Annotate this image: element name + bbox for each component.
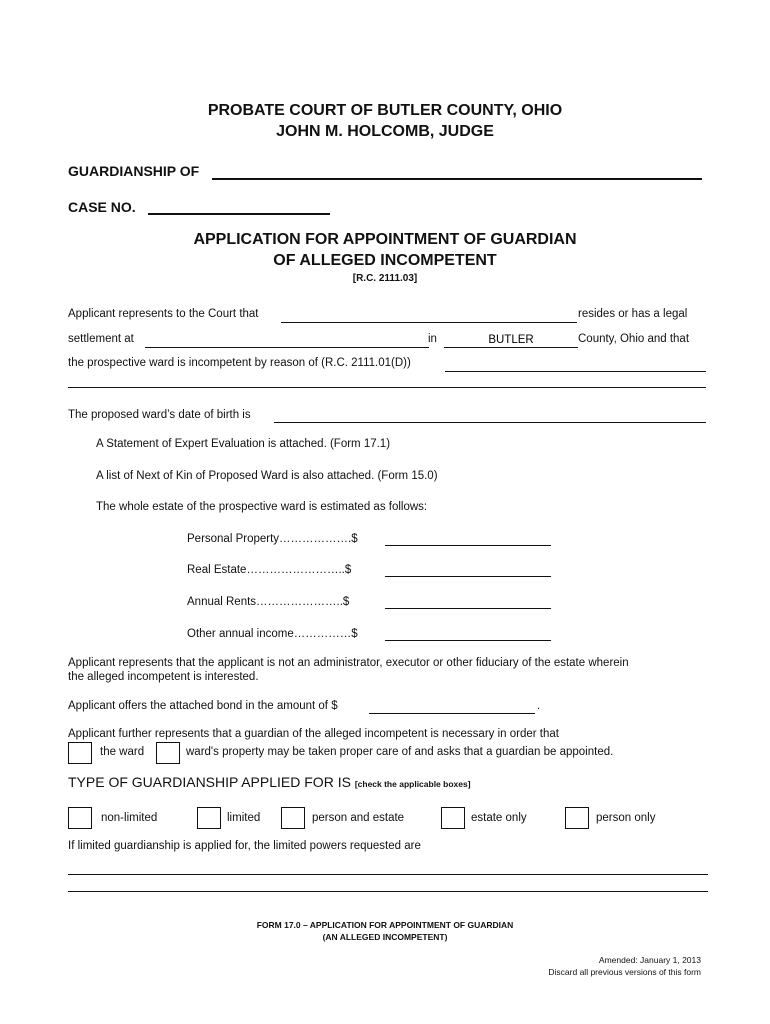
personal-property-label: Personal Property……………….$ <box>187 533 358 545</box>
the-ward-label: the ward <box>100 746 145 758</box>
expert-statement-text: A Statement of Expert Evaluation is attached. (Form 17.1) <box>96 438 391 450</box>
personal-property-field[interactable] <box>385 531 551 546</box>
guardianship-label: GUARDIANSHIP OF <box>68 163 200 179</box>
court-name: PROBATE COURT OF BUTLER COUNTY, OHIO <box>207 102 563 119</box>
resides-label: resides or has a legal <box>578 308 688 320</box>
incompetent-reason-field-2[interactable] <box>68 373 706 388</box>
amended-date: Amended: January 1, 2013 <box>598 955 701 965</box>
incompetent-reason-label: the prospective ward is incompetent by reason of (R.C. 2111.01(D)) <box>68 357 411 369</box>
person-and-estate-checkbox[interactable] <box>281 807 305 829</box>
estate-only-label: estate only <box>471 812 527 824</box>
other-income-label: Other annual income……………$ <box>187 628 358 640</box>
form-title-line2: OF ALLEGED INCOMPETENT <box>273 252 497 269</box>
non-limited-label: non-limited <box>101 812 158 824</box>
limited-label: limited <box>227 812 261 824</box>
statute-reference: [R.C. 2111.03] <box>352 273 418 284</box>
incompetent-reason-field[interactable] <box>445 357 706 372</box>
next-of-kin-text: A list of Next of Kin of Proposed Ward is also attached. (Form 15.0) <box>96 470 438 482</box>
real-estate-field[interactable] <box>385 562 551 577</box>
dob-label: The proposed ward’s date of birth is <box>68 409 251 421</box>
estate-intro-text: The whole estate of the prospective ward is estimated as follows: <box>96 501 428 513</box>
dob-field[interactable] <box>274 408 706 423</box>
wards-property-label: ward's property may be taken proper care of and asks that a guardian be appointed. <box>186 746 614 758</box>
settlement-label: settlement at <box>68 333 134 345</box>
non-limited-checkbox[interactable] <box>68 807 92 829</box>
person-only-label: person only <box>596 812 656 824</box>
not-fiduciary-line2: the alleged incompetent is interested. <box>68 671 259 683</box>
the-ward-checkbox[interactable] <box>68 742 92 764</box>
form-title-line1: APPLICATION FOR APPOINTMENT OF GUARDIAN <box>193 231 577 248</box>
county-field[interactable] <box>444 333 578 348</box>
necessary-text: Applicant further represents that a guardian of the alleged incompetent is necessary in order that <box>68 728 559 740</box>
discard-note: Discard all previous versions of this form <box>548 967 701 977</box>
estate-only-checkbox[interactable] <box>441 807 465 829</box>
represents-label: Applicant represents to the Court that <box>68 308 259 320</box>
limited-powers-field-2[interactable] <box>68 877 708 892</box>
person-only-checkbox[interactable] <box>565 807 589 829</box>
settlement-address-field[interactable] <box>145 333 429 348</box>
annual-rents-label: Annual Rents…………………..$ <box>187 596 350 608</box>
case-no-field[interactable] <box>148 199 330 215</box>
person-and-estate-label: person and estate <box>312 812 405 824</box>
bond-amount-field[interactable] <box>369 699 535 714</box>
limited-powers-field-1[interactable] <box>68 860 708 875</box>
limited-powers-label: If limited guardianship is applied for, the limited powers requested are <box>68 840 421 852</box>
in-label: in <box>428 333 437 345</box>
type-hint: [check the applicable boxes] <box>354 779 471 789</box>
applicant-name-field[interactable] <box>281 308 577 323</box>
wards-property-checkbox[interactable] <box>156 742 180 764</box>
guardianship-of-field[interactable] <box>212 164 702 180</box>
real-estate-label: Real Estate……………………..$ <box>187 564 352 576</box>
other-income-field[interactable] <box>385 626 551 641</box>
type-heading-text: TYPE OF GUARDIANSHIP APPLIED FOR IS <box>68 774 351 790</box>
form-footer-line2: (AN ALLEGED INCOMPETENT) <box>322 932 448 942</box>
type-heading <box>68 774 471 790</box>
county-suffix-label: County, Ohio and that <box>578 333 690 345</box>
bond-label: Applicant offers the attached bond in the amount of $ <box>68 700 338 712</box>
bond-period: . <box>537 700 541 712</box>
case-no-label: CASE NO. <box>68 199 136 215</box>
annual-rents-field[interactable] <box>385 594 551 609</box>
judge-name: JOHN M. HOLCOMB, JUDGE <box>276 123 494 140</box>
form-footer-line1: FORM 17.0 – APPLICATION FOR APPOINTMENT OF GUARDIAN <box>256 920 514 930</box>
limited-checkbox[interactable] <box>197 807 221 829</box>
not-fiduciary-line1: Applicant represents that the applicant is not an administrator, executor or other fiduciary of the estate wherein <box>68 657 629 669</box>
